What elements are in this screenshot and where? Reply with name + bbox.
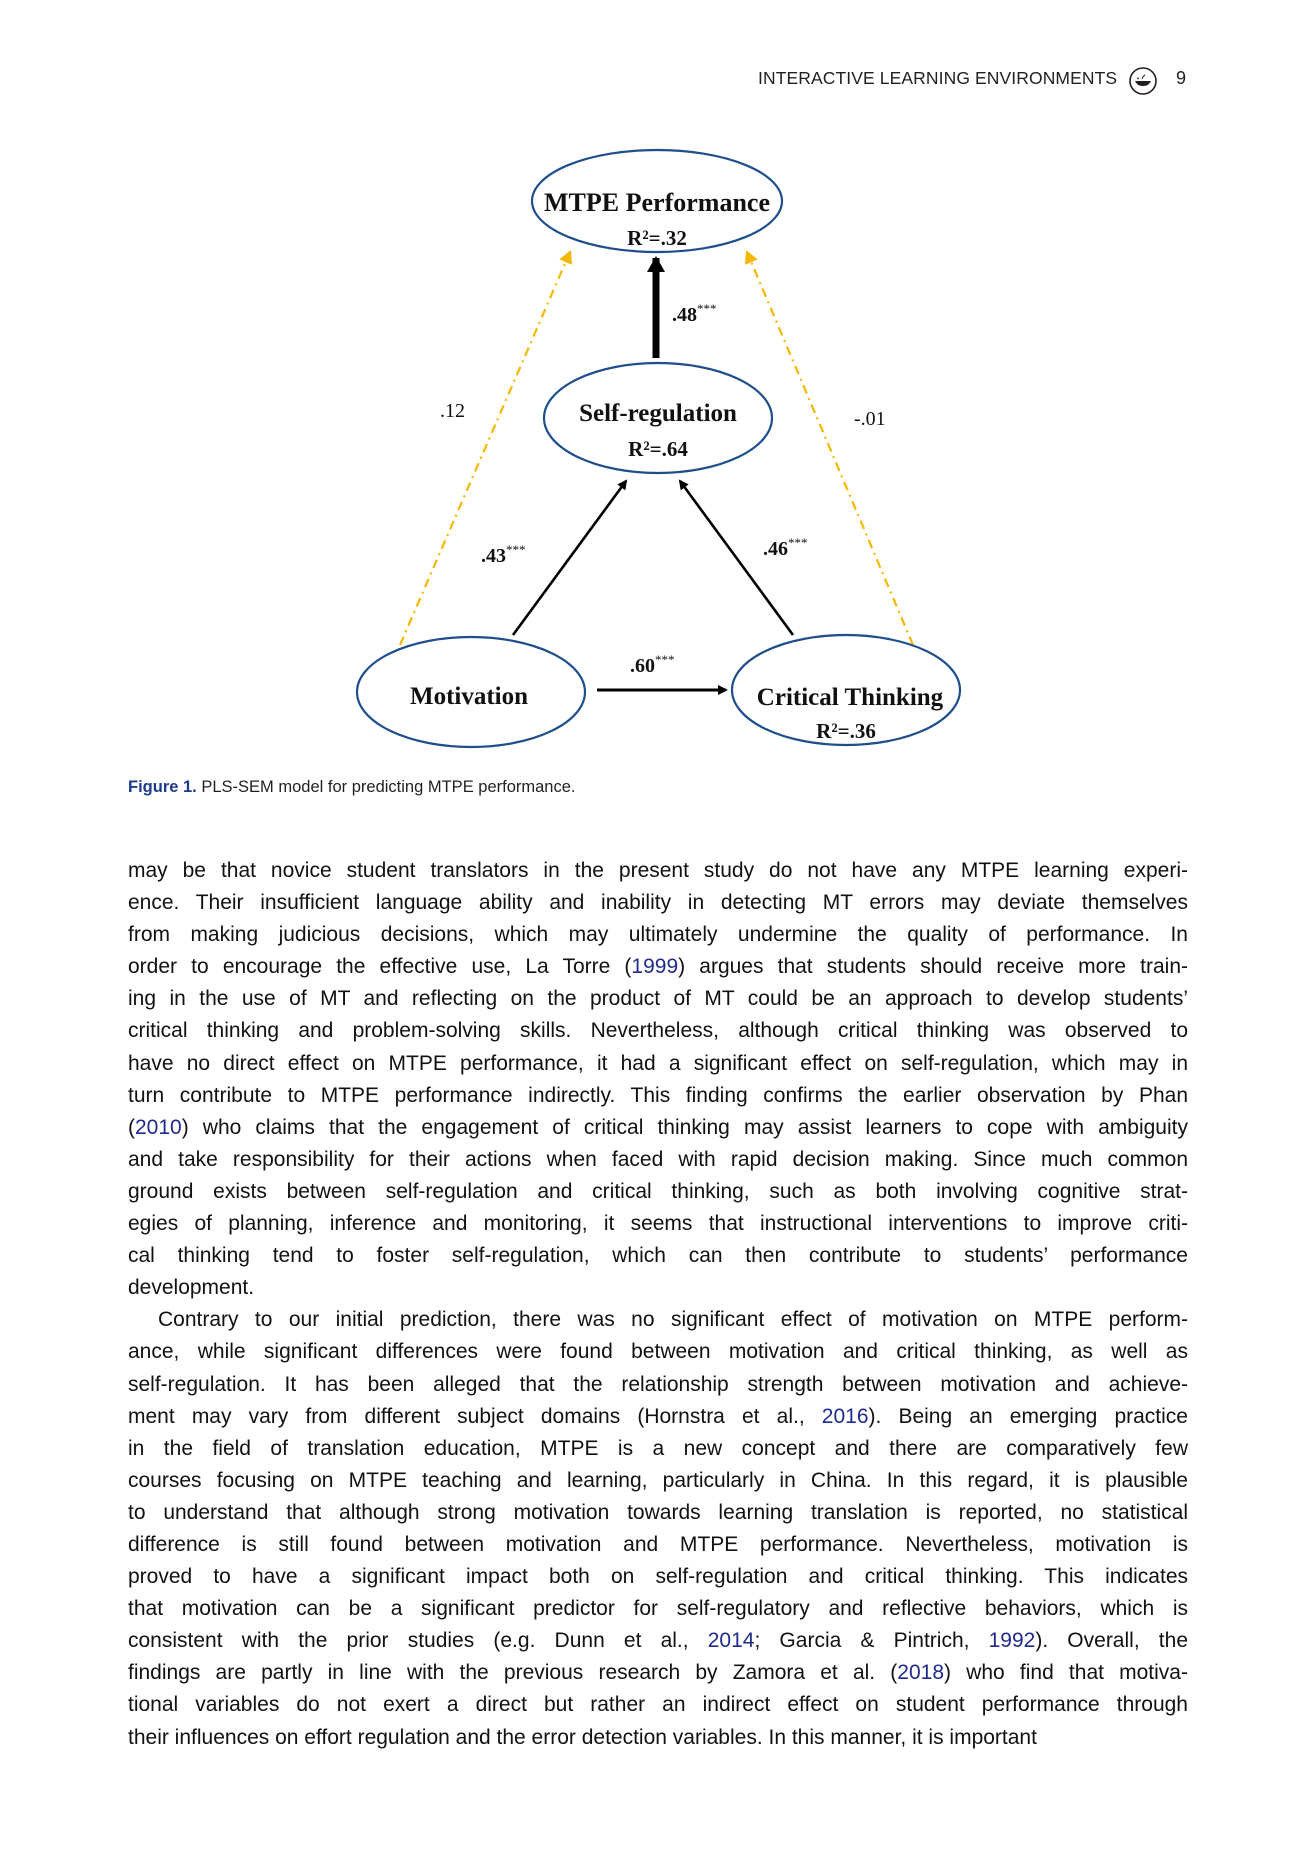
citation-link[interactable]: 2018 <box>897 1661 945 1685</box>
text-line: ing in the use of MT and reflecting on the product of MT could be an approach to develop students’ <box>128 987 1188 1011</box>
mtpe-r2: R²=.32 <box>627 226 687 250</box>
figure-caption-text: PLS-SEM model for predicting MTPE performance. <box>196 778 576 796</box>
coef-sr-mtpe: .48 <box>672 304 697 326</box>
self-regulation-r2: R²=.64 <box>628 437 688 461</box>
citation-link[interactable]: 2016 <box>821 1404 869 1428</box>
text-line: difference is still found between motivation and MTPE performance. Nevertheless, motivation is <box>128 1532 1188 1556</box>
text-line: may be that novice student translators in the present study do not have any MTPE learning experi- <box>128 859 1188 882</box>
text-line: cal thinking tend to foster self-regulation, which can then contribute to students’ performance <box>128 1244 1188 1268</box>
sig-mot-ct: *** <box>655 652 675 667</box>
figure-1-pls-sem-diagram <box>0 0 1315 780</box>
sig-ct-sr: *** <box>788 535 808 550</box>
text-line: proved to have a significant impact both on self-regulation and critical thinking. This indicates <box>128 1565 1188 1589</box>
svg-text:.60*** <box>630 652 675 677</box>
coef-mot-mtpe: .12 <box>440 400 465 422</box>
text-line: consistent with the prior studies (e.g. Dunn et al., 2014; Garcia & Pintrich, 1992). Overall, the <box>128 1629 1188 1653</box>
text-line: development. <box>128 1276 255 1300</box>
text-line: their influences on effort regulation and the error detection variables. In this manner, it is important <box>128 1725 1037 1749</box>
self-regulation-title: Self-regulation <box>579 400 737 427</box>
svg-text:.43*** <box>481 542 526 567</box>
text-line: turn contribute to MTPE performance indirectly. This finding confirms the earlier observation by Phan <box>128 1083 1188 1107</box>
path-critical-thinking-to-mtpe <box>747 252 913 645</box>
coef-ct-sr: .46 <box>763 538 788 560</box>
text-line: Contrary to our initial prediction, there was no significant effect of motivation on MTPE perform- <box>158 1308 1188 1332</box>
motivation-title: Motivation <box>409 683 529 710</box>
citation-link[interactable]: 1992 <box>988 1629 1036 1653</box>
text-line: ance, while significant differences were found between motivation and critical thinking, as well as <box>128 1340 1188 1364</box>
coef-mot-sr: .43 <box>481 545 506 567</box>
text-line: egies of planning, inference and monitoring, it seems that instructional interventions to improve criti- <box>128 1212 1188 1236</box>
critical-thinking-title: Critical Thinking <box>756 684 944 711</box>
text-line: courses focusing on MTPE teaching and learning, particularly in China. In this regard, it is plausible <box>128 1468 1188 1492</box>
text-line: ment may vary from different subject domains (Hornstra et al., 2016). Being an emerging practice <box>128 1404 1188 1428</box>
text-line: in the field of translation education, MTPE is a new concept and there are comparatively few <box>128 1436 1188 1460</box>
running-title: INTERACTIVE LEARNING ENVIRONMENTS <box>758 68 1118 88</box>
text-line: self-regulation. It has been alleged that the relationship strength between motivation and achieve- <box>128 1372 1188 1396</box>
citation-link[interactable]: 2014 <box>707 1629 755 1653</box>
body-text <box>128 855 1188 1754</box>
path-motivation-to-self-regulation <box>513 481 626 635</box>
text-line: critical thinking and problem-solving skills. Nevertheless, although critical thinking was observed to <box>128 1019 1188 1043</box>
text-line: order to encourage the effective use, La Torre (1999) argues that students should receive more train- <box>128 955 1188 979</box>
text-line: from making judicious decisions, which may ultimately undermine the quality of performance. In <box>128 923 1188 947</box>
sig-mot-sr: *** <box>506 542 526 557</box>
citation-link[interactable]: 2010 <box>135 1115 182 1139</box>
figure-caption <box>128 778 576 797</box>
paragraph-1 <box>128 855 1188 1304</box>
text-line: ground exists between self-regulation and critical thinking, such as both involving cognitive strat- <box>128 1179 1188 1203</box>
sig-sr-mtpe: *** <box>697 301 717 316</box>
text-line: have no direct effect on MTPE performance, it had a significant effect on self-regulation, which may in <box>128 1051 1188 1075</box>
text-line: and take responsibility for their actions when faced with rapid decision making. Since much common <box>128 1147 1188 1171</box>
coef-ct-mtpe: -.01 <box>854 408 886 430</box>
text-line: findings are partly in line with the previous research by Zamora et al. (2018) who find that motiva- <box>128 1661 1188 1685</box>
mtpe-title: MTPE Performance <box>544 188 770 217</box>
text-line: ence. Their insufficient language ability and inability in detecting MT errors may deviate themselves <box>128 891 1188 915</box>
text-line: that motivation can be a significant predictor for self-regulatory and reflective behaviors, which is <box>128 1597 1188 1621</box>
critical-thinking-r2: R²=.36 <box>816 719 876 743</box>
path-motivation-to-mtpe <box>400 252 570 645</box>
text-line: (2010) who claims that the engagement of critical thinking may assist learners to cope with ambiguity <box>128 1115 1188 1139</box>
svg-text:.46*** <box>763 535 808 560</box>
coef-mot-ct: .60 <box>630 655 655 677</box>
svg-text:.48*** <box>672 301 717 326</box>
paragraph-2 <box>128 1304 1188 1753</box>
citation-link[interactable]: 1999 <box>631 955 679 979</box>
figure-caption-label: Figure 1. <box>128 778 197 796</box>
text-line: tional variables do not exert a direct but rather an indirect effect on student performance through <box>128 1693 1188 1717</box>
page-number: 9 <box>1176 68 1187 88</box>
text-line: to understand that although strong motivation towards learning translation is reported, no statistical <box>128 1500 1188 1524</box>
